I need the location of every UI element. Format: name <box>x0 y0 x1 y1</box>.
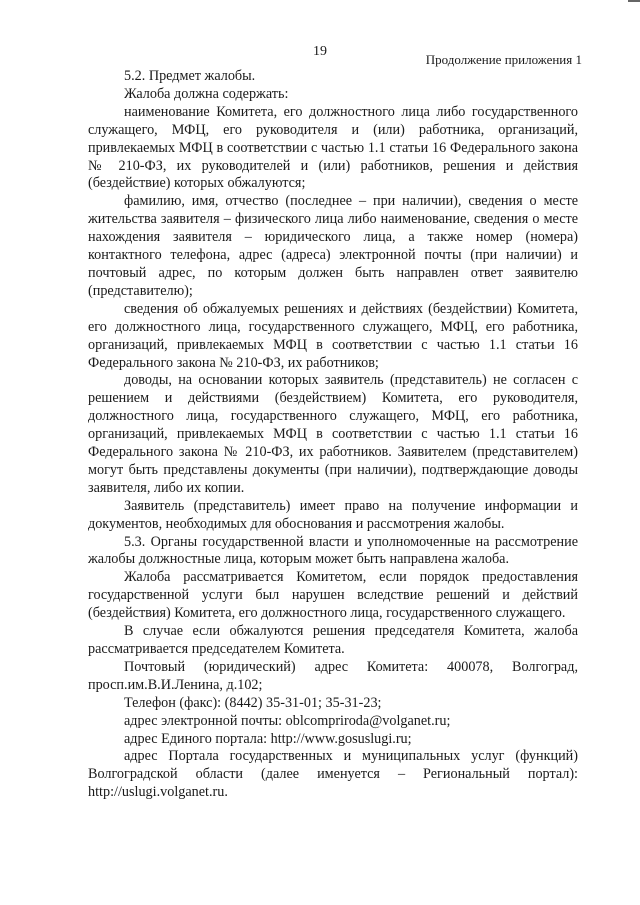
paragraph: доводы, на основании которых заявитель (представитель) не согласен с решением и действиями (бездействием) Комитета, его руководителя, должностного лица, государственного служащего, МФЦ, его работника, организаций, привлекаемых МФЦ в соответствии с частью 1.1 статьи 16 Федерального закона № 210-ФЗ, их работников. Заявителем (представителем) могут быть представлены документы (при наличии), подтверждающие доводы заявителя, либо их копии. <box>88 372 578 496</box>
paragraph: Жалоба должна содержать: <box>124 85 289 102</box>
postal-address: Почтовый (юридический) адрес Комитета: 400078, Волгоград, просп.им.В.И.Ленина, д.102; <box>88 658 578 693</box>
paragraph: Заявитель (представитель) имеет право на получение информации и документов, необходимых для обоснования и рассмотрения жалобы. <box>88 497 578 532</box>
scan-edge-mark <box>628 0 640 2</box>
phone-fax: Телефон (факс): (8442) 35-31-01; 35-31-23; <box>124 694 382 711</box>
email-address: адрес электронной почты: oblcompriroda@volganet.ru; <box>124 712 451 729</box>
regional-portal-address: адрес Портала государственных и муниципальных услуг (функций) Волгоградской области (далее именуется – Региональный портал): http://uslugi.volganet.ru. <box>88 748 578 801</box>
paragraph: наименование Комитета, его должностного лица либо государственного служащего, МФЦ, его руководителя и (или) работника, организаций, привлекаемых МФЦ в соответствии с частью 1.1 статьи 16 Федерального закона № 210-ФЗ, их руководителей и (или) работников, решения и действия (бездействие) которых обжалуются; <box>88 103 578 192</box>
section-heading-5-2: 5.2. Предмет жалобы. <box>124 68 256 84</box>
paragraph: сведения об обжалуемых решениях и действиях (бездействии) Комитета, его должностного лица, государственного служащего, МФЦ, его работника, организаций, привлекаемых МФЦ в соответствии с частью 1.1 статьи 16 Федерального закона № 210-ФЗ, их работников; <box>88 300 578 371</box>
section-heading-5-3: 5.3. Органы государственной власти и уполномоченные на рассмотрение жалобы должностные лица, которым может быть направлена жалоба. <box>88 533 578 568</box>
paragraph: В случае если обжалуются решения председателя Комитета, жалоба рассматривается председателем Комитета. <box>88 623 578 657</box>
document-body <box>88 68 578 802</box>
paragraph: Жалоба рассматривается Комитетом, если порядок предоставления государственной услуги был нарушен вследствие решений и действий (бездействия) Комитета, его должностного лица, государственного служащего. <box>88 569 578 622</box>
continuation-note: Продолжение приложения 1 <box>425 52 582 67</box>
page-number: 19 <box>313 44 327 59</box>
paragraph: фамилию, имя, отчество (последнее – при наличии), сведения о месте жительства заявителя – физического лица либо наименование, сведения о месте нахождения заявителя – юридического лица, а также номер (номера) контактного телефона, адрес (адреса) электронной почты (при наличии) и почтовый адрес, по которым должен быть направлен ответ заявителю (представителю); <box>88 193 578 299</box>
unified-portal-address: адрес Единого портала: http://www.gosuslugi.ru; <box>124 730 412 747</box>
